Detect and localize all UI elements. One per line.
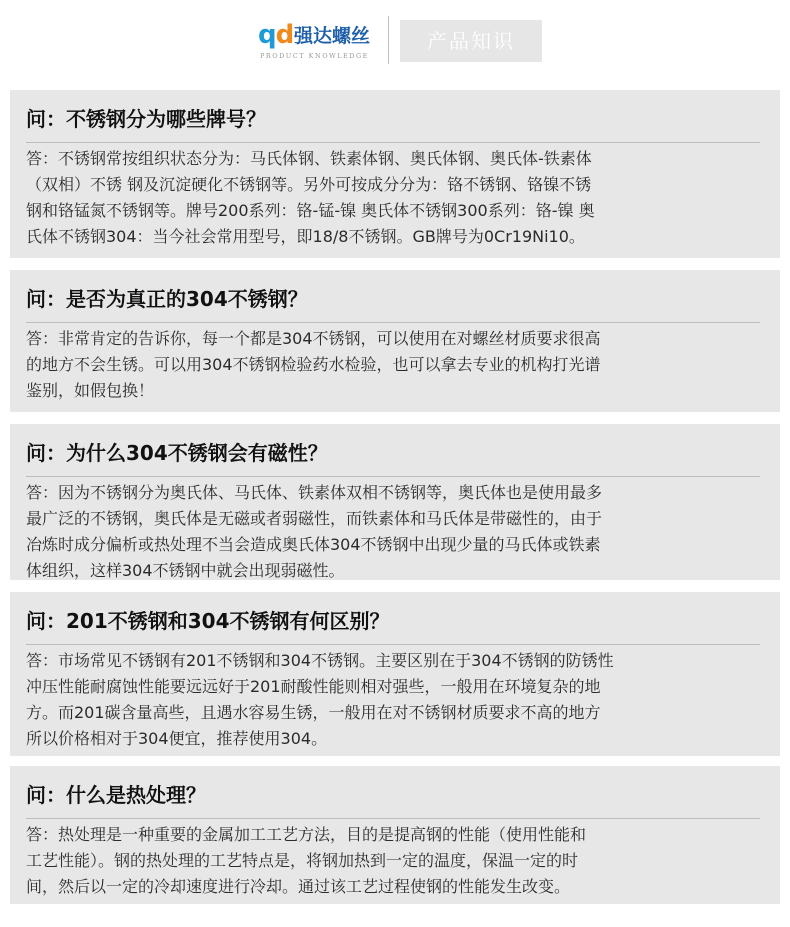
faq-question: 问：是否为真正的304不锈钢？ <box>26 287 308 311</box>
faq-question: 问：什么是热处理？ <box>26 783 206 807</box>
page-header <box>0 0 790 80</box>
faq-card-4 <box>10 592 780 756</box>
logo-mark-icon <box>258 22 293 48</box>
faq-divider <box>26 476 760 477</box>
faq-divider <box>26 322 760 323</box>
faq-divider <box>26 818 760 819</box>
logo-tagline: PRODUCT KNOWLEDGE <box>260 52 369 60</box>
faq-card-1 <box>10 90 780 258</box>
faq-card-2 <box>10 270 780 412</box>
faq-card-3 <box>10 424 780 580</box>
logo-brand-name: 强达螺丝 <box>294 25 371 47</box>
logo-mark-q: q <box>258 20 276 50</box>
faq-answer: 答：非常肯定的告诉你，每一个都是304不锈钢，可以使用在对螺丝材质要求很高 的地方不会生锈。可以用304不锈钢检验药水检验，也可以拿去专业的机构打光谱 鉴别，如假包换！ <box>26 329 601 400</box>
faq-divider <box>26 644 760 645</box>
header-divider <box>388 16 389 64</box>
brand-logo[interactable] <box>258 18 388 64</box>
section-title-tab: 产品知识 <box>400 20 542 62</box>
faq-answer: 答：因为不锈钢分为奥氏体、马氏体、铁素体双相不锈钢等，奥氏体也是使用最多 最广泛的不锈钢，奥氏体是无磁或者弱磁性，而铁素体和马氏体是带磁性的，由于 冶炼时成分偏析或热处理不当会造成奥氏体304不锈钢中出现少量的马氏体或铁素 体组织，这样304不锈钢中就会出现弱磁性。 <box>26 483 603 580</box>
faq-answer: 答：热处理是一种重要的金属加工工艺方法，目的是提高钢的性能（使用性能和 工艺性能）。钢的热处理的工艺特点是，将钢加热到一定的温度，保温一定的时 间，然后以一定的冷却速度进行冷却。通过该工艺过程使钢的性能发生改变。 <box>26 825 587 896</box>
faq-answer: 答：市场常见不锈钢有201不锈钢和304不锈钢。主要区别在于304不锈钢的防锈性 冲压性能耐腐蚀性能要远远好于201耐酸性能则相对强些，一般用在环境复杂的地 方。而201碳含量高些，且遇水容易生锈，一般用在对不锈钢材质要求不高的地方 所以价格相对于304便宜，推荐使用304。 <box>26 651 614 748</box>
faq-question: 问：201不锈钢和304不锈钢有何区别？ <box>26 609 390 633</box>
logo-mark-d: d <box>275 20 294 50</box>
faq-question: 问：为什么304不锈钢会有磁性？ <box>26 441 328 465</box>
faq-question: 问：不锈钢分为哪些牌号？ <box>26 107 266 131</box>
faq-card-5 <box>10 766 780 904</box>
faq-answer: 答：不锈钢常按组织状态分为：马氏体钢、铁素体钢、奥氏体钢、奥氏体-铁素体 （双相）不锈 钢及沉淀硬化不锈钢等。另外可按成分分为：铬不锈钢、铬镍不锈 钢和铬锰氮不锈钢等。牌号200系列：铬-锰-镍 奥氏体不锈钢300系列：铬-镍 奥 氏体不锈钢304：当今社会常用型号，即18/8不锈钢。GB牌号为0Cr19Ni10。 <box>26 149 595 246</box>
faq-divider <box>26 142 760 143</box>
